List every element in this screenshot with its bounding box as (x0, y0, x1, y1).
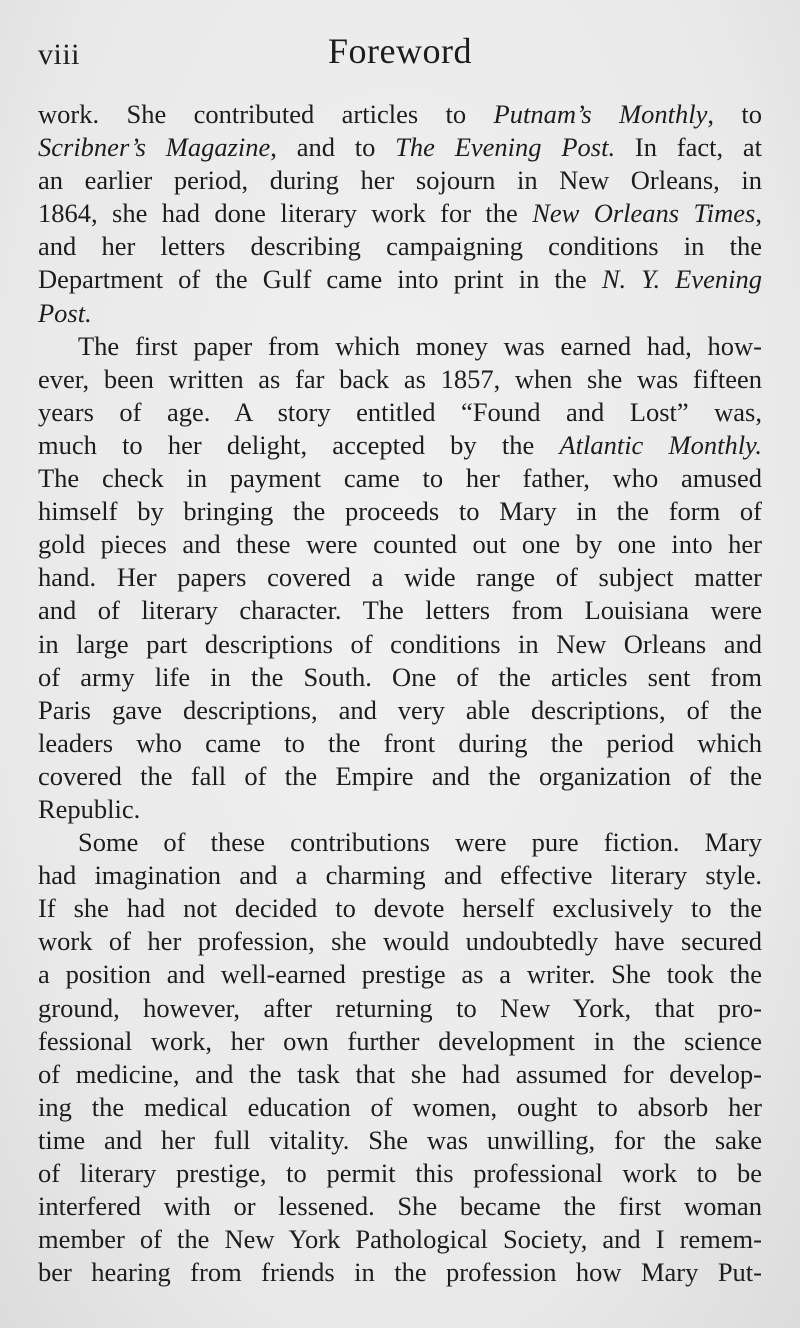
text-run: Paris gave descriptions, and very able descriptions, of the (38, 694, 762, 725)
text-run: a position and well-earned prestige as a writer. She took the (38, 959, 762, 990)
running-title: Foreword (328, 31, 472, 71)
text-line (38, 363, 762, 396)
text-run: of medicine, and the task that she had assumed for develop- (38, 1058, 762, 1089)
text-line (38, 197, 762, 230)
text-line (38, 760, 762, 793)
text-run: ing the medical education of women, ought to absorb her (38, 1091, 762, 1122)
text-run: and her letters describing campaigning conditions in the (38, 231, 762, 262)
text-run: hand. Her papers covered a wide range of subject matter (38, 562, 762, 593)
italic-title: Atlantic Monthly. (559, 429, 762, 460)
text-line (38, 330, 762, 363)
text-line (38, 230, 762, 263)
text-run: in large part descriptions of conditions in New Orleans and (38, 628, 762, 659)
text-run: 1864, she had done literary work for the (38, 198, 533, 229)
text-line (38, 164, 762, 197)
text-line (38, 396, 762, 429)
text-line (38, 561, 762, 594)
text-run: ground, however, after returning to New York, that pro- (38, 992, 762, 1023)
text-run: of literary prestige, to permit this professional work to be (38, 1158, 762, 1188)
text-run: , (755, 198, 762, 229)
text-line (38, 495, 762, 528)
text-run: had imagination and a charming and effective literary style. (38, 860, 762, 891)
text-line (38, 1256, 762, 1289)
text-run: The check in payment came to her father, who amused (38, 463, 762, 494)
italic-title: The Evening Post. (395, 132, 616, 163)
text-run: Department of the Gulf came into print in the (38, 264, 602, 295)
text-line (38, 892, 762, 925)
text-line (38, 1091, 762, 1124)
text-line (38, 727, 762, 760)
italic-title: Scribner’s Magazine (38, 132, 271, 163)
text-run: much to her delight, accepted by the (38, 429, 560, 460)
text-line (38, 925, 762, 958)
text-line (38, 528, 762, 561)
page-number: viii (38, 38, 81, 71)
text-run: himself by bringing the proceeds to Mary in the form of (38, 496, 762, 527)
text-run: member of the New York Pathological Society, and I remem- (38, 1224, 762, 1255)
text-run: ever, been written as far back as 1857, when she was fifteen (38, 363, 762, 394)
text-line (38, 992, 762, 1025)
body-text (38, 98, 762, 1289)
text-run: time and her full vitality. She was unwilling, for the sake (38, 1124, 762, 1155)
text-run: Republic. (38, 793, 141, 824)
text-line (38, 1025, 762, 1058)
text-line (38, 594, 762, 627)
text-line (38, 1223, 762, 1256)
text-line (38, 429, 762, 462)
text-run: fessional work, her own further development in the science (38, 1025, 762, 1056)
text-run: In fact, at (615, 132, 762, 163)
text-run: an earlier period, during her sojourn in New Orleans, in (38, 165, 762, 196)
text-run: If she had not decided to devote herself exclusively to the (38, 893, 762, 924)
text-run: covered the fall of the Empire and the organization of the (38, 760, 762, 791)
text-line (38, 661, 762, 694)
text-run: interfered with or lessened. She became the first woman (38, 1191, 762, 1222)
text-line (38, 131, 762, 164)
text-line (38, 793, 762, 826)
italic-title: Putnam’s Monthly (493, 99, 708, 129)
text-line (38, 263, 762, 296)
text-line (38, 958, 762, 991)
italic-title: Post. (38, 297, 92, 328)
text-line (38, 859, 762, 892)
text-line (38, 1058, 762, 1091)
italic-title: N. Y. Evening (601, 264, 762, 295)
text-line (38, 826, 762, 859)
text-line (38, 1124, 762, 1157)
text-run: of army life in the South. One of the articles sent from (38, 661, 762, 692)
text-line (38, 1190, 762, 1223)
text-run: and of literary character. The letters from Louisiana were (38, 595, 762, 626)
page-header (38, 26, 762, 78)
text-run: leaders who came to the front during the period which (38, 727, 762, 758)
text-run: ber hearing from friends in the profession how Mary Put- (38, 1257, 762, 1288)
text-run: gold pieces and these were counted out one by one into her (38, 529, 762, 560)
italic-title: New Orleans Times (532, 198, 756, 229)
text-run: work of her profession, she would undoubtedly have secured (38, 926, 762, 957)
text-run: , and to (270, 132, 396, 163)
text-run: The first paper from which money was earned had, how- (78, 330, 762, 361)
text-line (38, 694, 762, 727)
text-line (38, 628, 762, 661)
text-run: , to (707, 99, 762, 129)
text-line (38, 1157, 762, 1190)
text-line (38, 98, 762, 131)
text-line (38, 462, 762, 495)
text-run: years of age. A story entitled “Found and Lost” was, (38, 396, 762, 427)
text-line (38, 297, 762, 330)
text-run: Some of these contributions were pure fiction. Mary (78, 827, 762, 858)
text-run: work. She contributed articles to (38, 99, 494, 129)
